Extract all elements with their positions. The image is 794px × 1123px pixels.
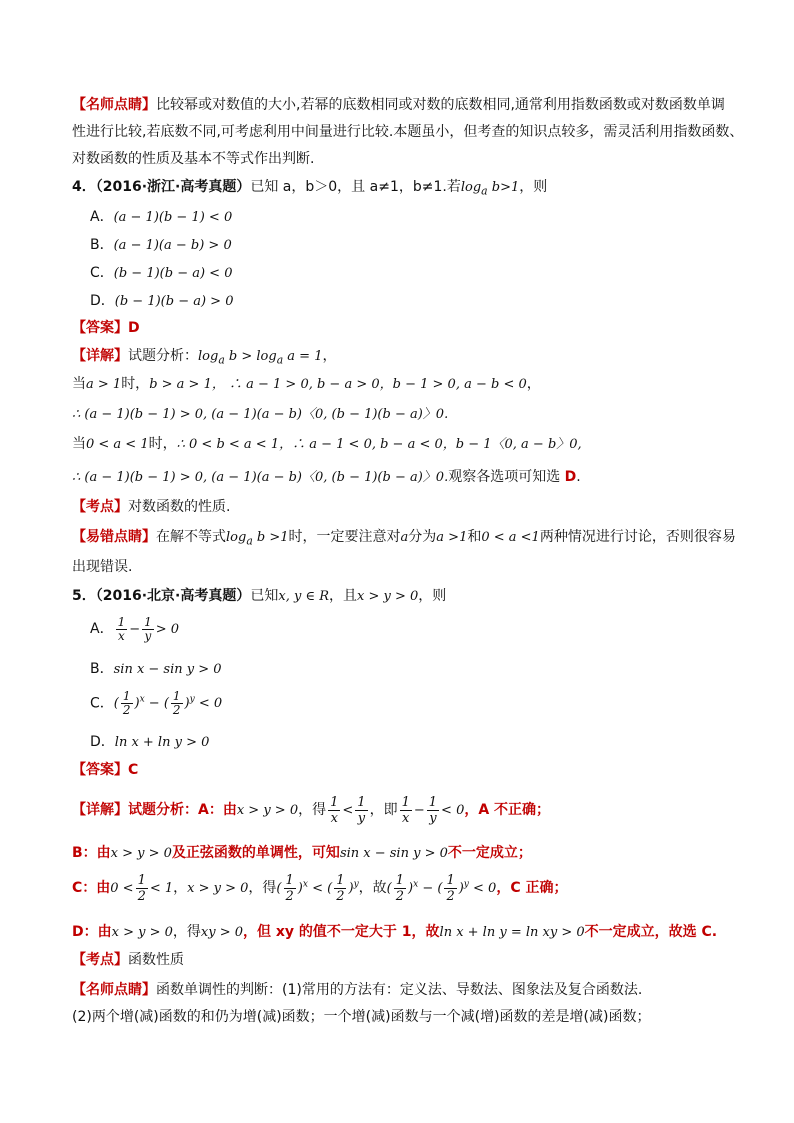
teacher-comment-line-1 [72, 95, 725, 115]
q5-detail-c: C：由0 < $\frac{1}{2}$ < 1，x > y > 0，得( $\frac{1}{2}$ )$^x$ < ( $\frac{1}{2}$ )$^y$，故( $\frac{1}{2}$ )$^x$ − ( $\frac{1}{2}$ )$^y$ < 0，C 正确； [72, 873, 568, 904]
q4-case2: 当0 < a < 1时，∴ 0 < b < a < 1，∴ a − 1 < 0, b − a < 0，b − 1〈0, a − b〉0, [72, 436, 582, 452]
q4-stem-math: $\log_a b>1$ [460, 180, 520, 198]
q4-mistake-line-1: 【易错点睛】在解不等式$\log_a b >1$时，一定要注意对a分为a >1和0 < a <1两种情况进行讨论，否则很容易 [72, 529, 736, 548]
teacher-comment-tag: 【名师点睛】 [72, 97, 156, 113]
q5-option-c: C．( $\frac{1}{2}$ )$^x$ − ( $\frac{1}{2}$ )$^y$ < 0 [90, 689, 223, 718]
q4-case1: 当a > 1时，b > a > 1， ∴ a − 1 > 0, b − a > 0，b − 1 > 0, a − b < 0， [72, 376, 541, 392]
teacher-comment-text-3: 对数函数的性质及基本不等式作出判断. [72, 151, 315, 167]
q4-answer [72, 318, 140, 338]
q4-stem-end: ，则 [519, 179, 548, 195]
q4-knowledge-point: 【考点】对数函数的性质. [72, 499, 231, 515]
q5-option-b: B．sin x − sin y > 0 [90, 661, 222, 677]
q4-source: （2016·浙江·高考真题） [95, 179, 251, 195]
q4-case2-conclusion: ∴ (a − 1)(b − 1) > 0, (a − 1)(a − b)〈0, (b − 1)(b − a)〉0.观察各选项可知选 D. [72, 469, 581, 485]
q5-stem: 5．（2016·北京·高考真题）已知x, y ∈ R，且x > y > 0，则 [72, 588, 447, 604]
q5-source: （2016·北京·高考真题） [95, 588, 251, 604]
q5-detail-d: D：由x > y > 0，得xy > 0，但 xy 的值不一定大于 1，故ln x + ln y = ln xy > 0不一定成立，故选 C. [72, 924, 718, 940]
q4-stem [72, 177, 547, 202]
q4-answer-value: D [128, 320, 140, 336]
q5-answer: 【答案】C [72, 762, 139, 778]
q5-detail-a: 【详解】试题分析：A：由x > y > 0，得 $\frac{1}{x}$ < $\frac{1}{y}$ ，即 $\frac{1}{x}$ − $\frac{1}{y}$ < 0，A 不正确； [72, 795, 551, 826]
q4-option-c: C．(b − 1)(b − a) < 0 [90, 265, 233, 281]
q4-case1-conclusion: ∴ (a − 1)(b − 1) > 0, (a − 1)(a − b)〈0, (b − 1)(b − a)〉0. [72, 407, 449, 422]
q4-option-d: D．(b − 1)(b − a) > 0 [90, 293, 234, 309]
q4-option-a: A．(a − 1)(b − 1) < 0 [90, 209, 233, 225]
q4-answer-tag: 【答案】 [72, 320, 128, 336]
teacher-comment-line-3 [72, 149, 314, 169]
teacher-comment-line-2 [72, 122, 743, 142]
q4-option-b: B．(a − 1)(a − b) > 0 [90, 237, 232, 253]
q5-teacher-comment-line-1: 【名师点睛】函数单调性的判断：(1)常用的方法有：定义法、导数法、图象法及复合函数法. [72, 982, 643, 998]
q5-detail-b: B：由x > y > 0及正弦函数的单调性，可知sin x − sin y > 0不一定成立； [72, 845, 532, 861]
q5-option-d: D．ln x + ln y > 0 [90, 734, 210, 750]
q4-detail: 【详解】试题分析：$\log_a b > \log_a a = 1$， [72, 348, 337, 367]
q4-mistake-line-2: 出现错误. [72, 559, 133, 575]
q5-teacher-comment-line-2: (2)两个增(减)函数的和仍为增(减)函数；一个增(减)函数与一个减(增)函数的差是增(减)函数； [72, 1009, 651, 1025]
teacher-comment-text-2: 性进行比较,若底数不同,可考虑利用中间量进行比较.本题虽小，但考查的知识点较多，需灵活利用指数函数、 [72, 124, 744, 140]
q4-number: 4． [72, 179, 96, 195]
q5-number: 5． [72, 588, 96, 604]
q5-knowledge-point: 【考点】函数性质 [72, 952, 184, 968]
q4-stem-text: 已知 a，b＞0，且 a≠1，b≠1.若 [250, 179, 461, 195]
q5-option-a: A． $\frac{1}{x}$ − $\frac{1}{y}$ > 0 [90, 615, 180, 643]
teacher-comment-text-1: 比较幂或对数值的大小,若幂的底数相同或对数的底数相同,通常利用指数函数或对数函数单调 [156, 97, 725, 113]
